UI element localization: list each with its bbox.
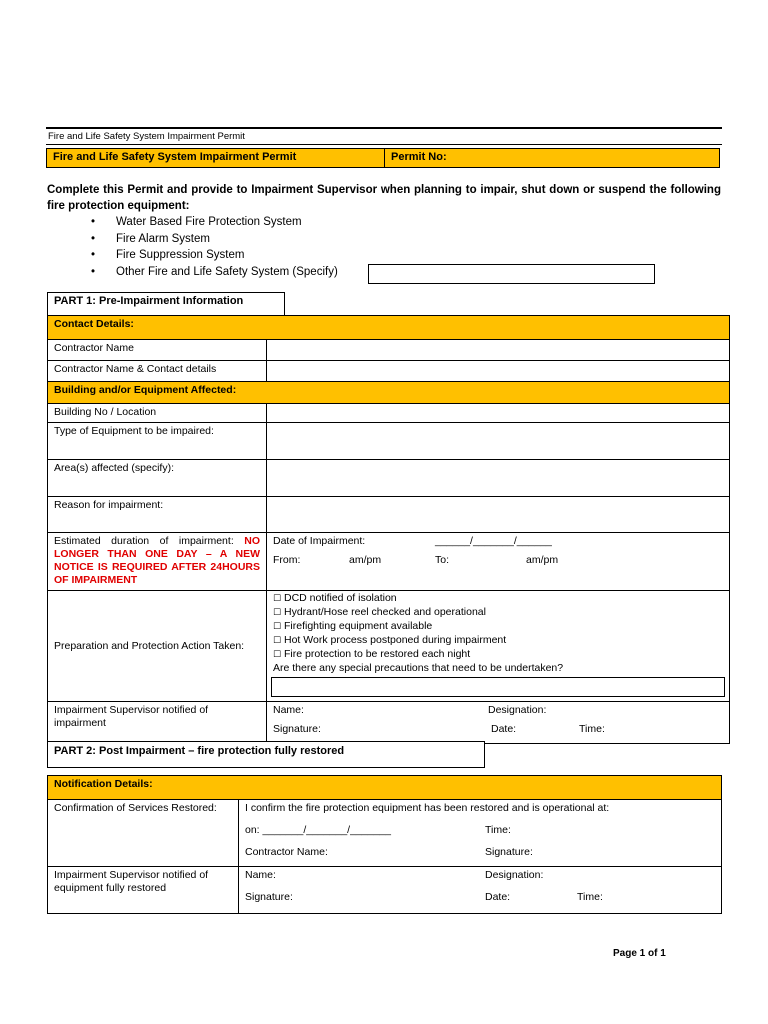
form-title: Fire and Life Safety System Impairment Permit: [47, 149, 385, 167]
precautions-input[interactable]: [271, 677, 725, 697]
checkbox-icon[interactable]: ☐: [273, 636, 282, 646]
duration-warning: NO LONGER THAN ONE DAY – A NEW NOTICE IS REQUIRED AFTER 24HOURS OF IMPAIRMENT: [54, 535, 260, 586]
part1-heading: PART 1: Pre-Impairment Information: [47, 292, 285, 316]
checklist-item[interactable]: ☐ Hydrant/Hose reel checked and operational: [273, 606, 486, 618]
contractor-contact-input[interactable]: [267, 361, 730, 382]
supervisor-restored-cell: [239, 867, 722, 914]
header-rule-bottom: [46, 144, 722, 145]
contractor-contact-label: Contractor Name & Contact details: [48, 361, 267, 382]
header-rule-top: [46, 127, 722, 129]
equipment-list: [91, 214, 338, 280]
notification-header: Notification Details:: [48, 776, 722, 800]
list-item: • Water Based Fire Protection System: [91, 214, 338, 231]
time-label[interactable]: Time:: [579, 723, 605, 735]
date-field[interactable]: Date:: [485, 891, 511, 903]
building-no-label: Building No / Location: [48, 404, 267, 423]
bullet-icon: •: [91, 265, 96, 278]
confirm-label: Confirmation of Services Restored:: [48, 800, 239, 867]
designation-field[interactable]: Designation:: [485, 869, 544, 881]
checklist-item[interactable]: ☐ Hot Work process postponed during impairment: [273, 634, 507, 646]
contractor-name-field[interactable]: Contractor Name:: [245, 846, 328, 858]
intro-text: Complete this Permit and provide to Impairment Supervisor when planning to impair, shut down or suspend the following fire protection equipment:: [47, 184, 721, 212]
prep-label: Preparation and Protection Action Taken:: [48, 591, 267, 702]
checkbox-icon[interactable]: ☐: [273, 622, 282, 632]
name-label[interactable]: Name:: [273, 704, 304, 716]
to-label: To:: [435, 554, 450, 566]
precautions-question: Are there any special precautions that need to be undertaken?: [273, 662, 564, 674]
date-label[interactable]: Date:: [491, 723, 517, 735]
to-ampm[interactable]: am/pm: [526, 554, 559, 566]
signature-field[interactable]: Signature:: [245, 891, 293, 903]
part1-table: [47, 315, 730, 744]
bullet-icon: •: [91, 232, 96, 245]
list-item: • Other Fire and Life Safety System (Specify): [91, 264, 338, 281]
restored-time-label[interactable]: Time:: [485, 824, 511, 836]
page-number: Page 1 of 1: [613, 948, 666, 959]
time-field[interactable]: Time:: [577, 891, 603, 903]
bullet-icon: •: [91, 216, 96, 228]
building-no-input[interactable]: [267, 404, 730, 423]
supervisor-label: Impairment Supervisor notified of impairment: [48, 702, 267, 744]
confirm-text: I confirm the fire protection equipment has been restored and is operational at:: [245, 802, 610, 814]
from-label: From:: [273, 554, 301, 566]
reason-label: Reason for impairment:: [48, 497, 267, 533]
supervisor-cell: [267, 702, 730, 744]
restored-date-input[interactable]: on: _______/_______/_______: [245, 824, 391, 836]
areas-affected-label: Area(s) affected (specify):: [48, 460, 267, 497]
prep-cell: [267, 591, 730, 702]
specify-other-input[interactable]: [368, 264, 655, 284]
confirm-cell: [239, 800, 722, 867]
bullet-icon: •: [91, 249, 96, 261]
contractor-name-label: Contractor Name: [48, 340, 267, 361]
permit-no-field[interactable]: Permit No:: [391, 151, 447, 163]
checklist-item[interactable]: ☐ Fire protection to be restored each night: [273, 648, 471, 660]
contractor-signature-field[interactable]: Signature:: [485, 846, 533, 858]
duration-label: Estimated duration of impairment: NO LONGER THAN ONE DAY – A NEW NOTICE IS REQUIRED AFTER 24HOURS OF IMPAIRMENT: [48, 533, 267, 591]
building-header: Building and/or Equipment Affected:: [48, 382, 730, 404]
part2-heading: PART 2: Post Impairment – fire protection fully restored: [47, 741, 485, 768]
name-field[interactable]: Name:: [245, 869, 276, 881]
designation-label[interactable]: Designation:: [488, 704, 547, 716]
part2-table: [47, 775, 722, 914]
list-item: • Fire Suppression System: [91, 247, 338, 264]
running-title: Fire and Life Safety System Impairment Permit: [48, 131, 245, 142]
from-ampm[interactable]: am/pm: [349, 554, 382, 566]
areas-affected-input[interactable]: [267, 460, 730, 497]
contact-details-header: Contact Details:: [48, 316, 730, 340]
title-row: [46, 148, 720, 168]
checkbox-icon[interactable]: ☐: [273, 608, 282, 618]
date-cell: [267, 533, 730, 591]
checkbox-icon[interactable]: ☐: [273, 650, 282, 660]
date-input[interactable]: ______/_______/______: [435, 535, 552, 547]
checklist-item[interactable]: ☐ DCD notified of isolation: [273, 592, 397, 604]
reason-input[interactable]: [267, 497, 730, 533]
type-equipment-input[interactable]: [267, 423, 730, 460]
list-item: • Fire Alarm System: [91, 231, 338, 248]
date-label: Date of Impairment:: [273, 535, 366, 547]
signature-label[interactable]: Signature:: [273, 723, 321, 735]
type-equipment-label: Type of Equipment to be impaired:: [48, 423, 267, 460]
supervisor-restored-label: Impairment Supervisor notified of equipment fully restored: [48, 867, 239, 914]
checklist-item[interactable]: ☐ Firefighting equipment available: [273, 620, 433, 632]
contractor-name-input[interactable]: [267, 340, 730, 361]
checkbox-icon[interactable]: ☐: [273, 594, 282, 604]
